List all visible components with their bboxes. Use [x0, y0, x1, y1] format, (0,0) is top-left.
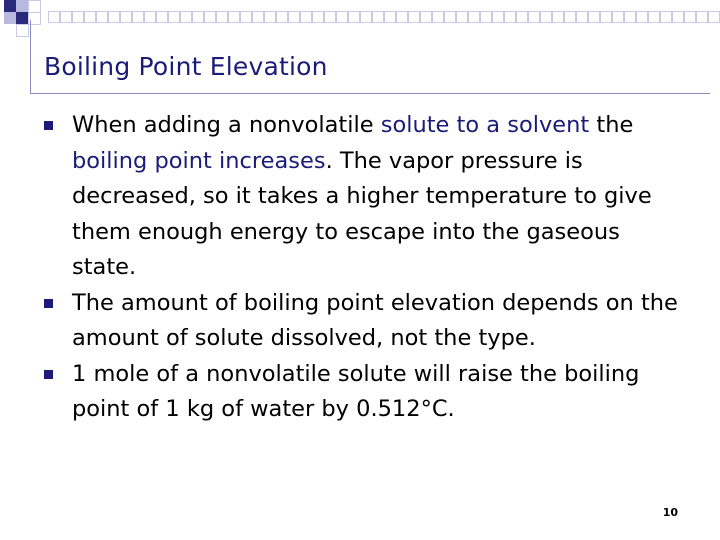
page-number: 10 [662, 506, 678, 519]
top-grid-cell [60, 11, 72, 23]
square-bullet-icon [44, 299, 53, 308]
top-grid-cell [384, 11, 396, 23]
bullet-text: . The vapor pressure is decreased, so it takes a higher temperature to give them enough energy to escape into the gaseous state. [72, 147, 652, 280]
top-grid-cell [672, 11, 684, 23]
top-grid-cell [696, 11, 708, 23]
top-grid-cell [240, 11, 252, 23]
top-grid-cell [564, 11, 576, 23]
top-grid-cell [84, 11, 96, 23]
top-grid-cell [348, 11, 360, 23]
top-grid-cell [468, 11, 480, 23]
square-bullet-icon [44, 121, 53, 130]
bullet-list [44, 108, 684, 428]
top-grid-cell [72, 11, 84, 23]
top-grid-cell [684, 11, 696, 23]
highlighted-text: boiling point increases [72, 147, 326, 174]
top-grid-cell [324, 11, 336, 23]
top-grid-cell [444, 11, 456, 23]
top-grid-cell [540, 11, 552, 23]
bullet-text: 1 mole of a nonvolatile solute will raise the boiling point of 1 kg of water by 0.512°C. [72, 360, 640, 422]
top-grid-cell [96, 11, 108, 23]
left-vertical-rule [30, 20, 31, 94]
top-grid-cell [552, 11, 564, 23]
top-grid-cell [504, 11, 516, 23]
top-grid-bar [48, 11, 720, 23]
top-grid-cell [336, 11, 348, 23]
corner-square-outline [16, 24, 29, 37]
top-grid-cell [180, 11, 192, 23]
top-grid-cell [156, 11, 168, 23]
top-grid-cell [108, 11, 120, 23]
top-grid-cell [396, 11, 408, 23]
top-grid-cell [120, 11, 132, 23]
corner-square-light [16, 0, 28, 12]
top-grid-cell [192, 11, 204, 23]
top-grid-cell [612, 11, 624, 23]
top-grid-cell [312, 11, 324, 23]
top-grid-cell [528, 11, 540, 23]
bullet-item [44, 357, 684, 428]
bullet-text: When adding a nonvolatile [72, 112, 381, 138]
top-grid-cell [708, 11, 720, 23]
top-grid-cell [252, 11, 264, 23]
top-grid-cell [204, 11, 216, 23]
corner-square-dark [16, 12, 28, 24]
top-grid-cell [48, 11, 60, 23]
top-grid-cell [648, 11, 660, 23]
corner-square-dark [4, 0, 16, 12]
top-grid-cell [168, 11, 180, 23]
bullet-item [44, 108, 684, 286]
top-grid-cell [432, 11, 444, 23]
top-grid-cell [228, 11, 240, 23]
top-grid-cell [456, 11, 468, 23]
top-grid-cell [372, 11, 384, 23]
bullet-item [44, 286, 684, 357]
bullet-text: the [589, 112, 634, 138]
top-grid-cell [588, 11, 600, 23]
corner-decoration [0, 0, 48, 48]
top-grid-cell [600, 11, 612, 23]
top-grid-cell [264, 11, 276, 23]
top-grid-cell [660, 11, 672, 23]
top-grid-cell [576, 11, 588, 23]
top-grid-cell [288, 11, 300, 23]
slide-title: Boiling Point Elevation [44, 52, 328, 81]
bullet-text: The amount of boiling point elevation depends on the amount of solute dissolved, not the type. [72, 289, 678, 351]
top-grid-cell [144, 11, 156, 23]
top-grid-cell [360, 11, 372, 23]
square-bullet-icon [44, 370, 53, 379]
top-grid-cell [216, 11, 228, 23]
top-grid-cell [408, 11, 420, 23]
top-grid-cell [300, 11, 312, 23]
top-grid-cell [636, 11, 648, 23]
top-grid-cell [516, 11, 528, 23]
highlighted-text: solute to a solvent [380, 112, 590, 138]
top-grid-cell [492, 11, 504, 23]
top-grid-cell [420, 11, 432, 23]
top-grid-cell [480, 11, 492, 23]
top-grid-cell [624, 11, 636, 23]
corner-square-light [4, 12, 16, 24]
top-grid-cell [276, 11, 288, 23]
title-underline-rule [30, 93, 710, 94]
top-grid-cell [132, 11, 144, 23]
